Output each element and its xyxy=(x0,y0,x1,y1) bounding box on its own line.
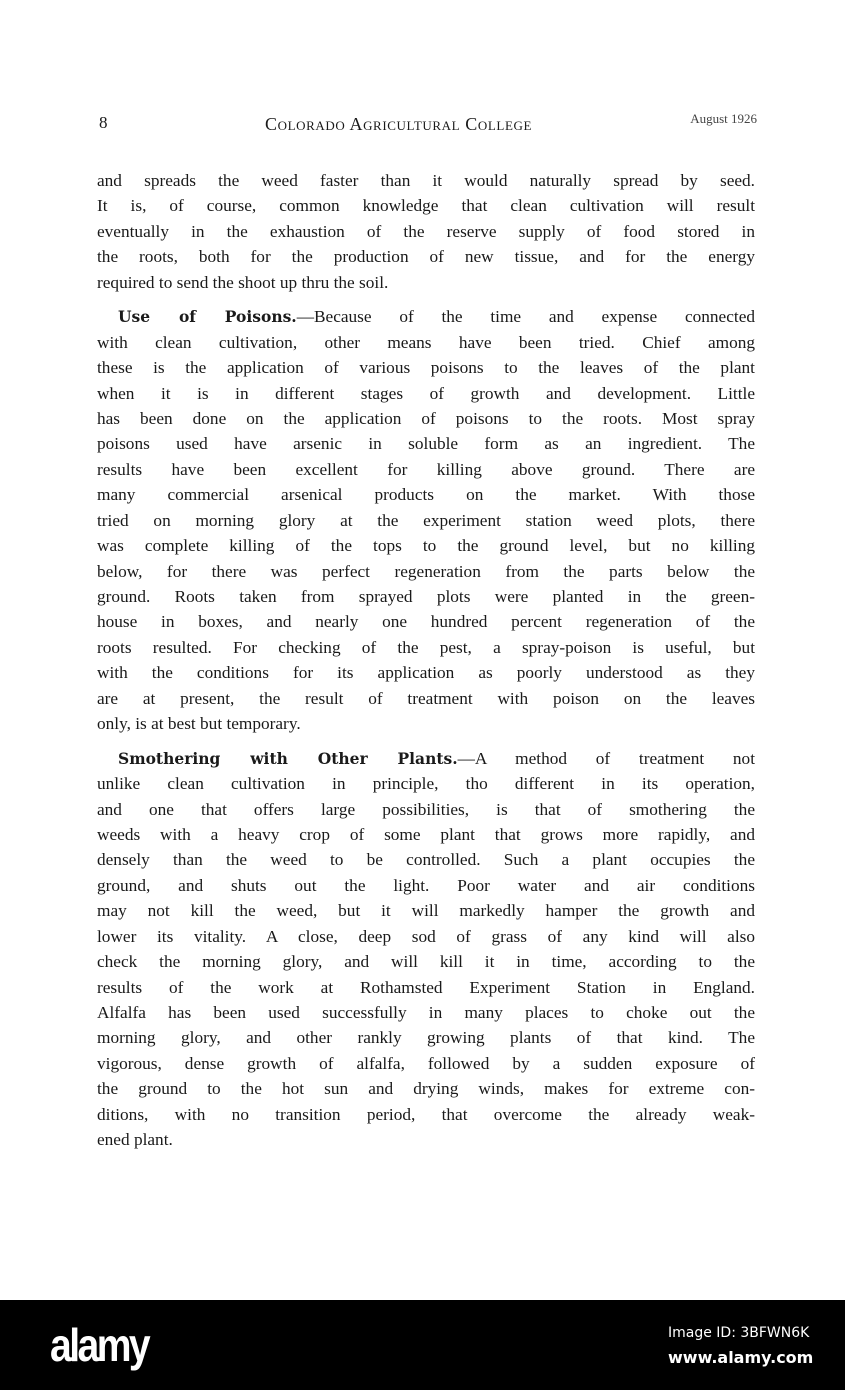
text-line xyxy=(97,330,755,355)
line-text: was complete killing of the tops to the ground level, but no killing xyxy=(97,536,755,556)
line-text: are at present, the result of treatment with poison on the leaves xyxy=(97,688,755,708)
text-line xyxy=(97,270,755,295)
line-text: may not kill the weed, but it will markedly hamper the growth and xyxy=(97,901,755,921)
text-line xyxy=(97,508,755,533)
text-line xyxy=(97,559,755,584)
paragraph xyxy=(97,168,755,295)
image-id: Image ID: 3BFWN6K xyxy=(668,1325,810,1341)
line-text: and one that offers large possibilities, is that of smothering the xyxy=(97,799,755,819)
text-line xyxy=(97,584,755,609)
text-line xyxy=(97,949,755,974)
line-text: ground. Roots taken from sprayed plots were planted in the green- xyxy=(97,587,755,606)
paragraph xyxy=(97,746,755,1153)
text-line xyxy=(97,711,755,736)
line-text: only, is at best but temporary. xyxy=(97,714,301,734)
line-text: the ground to the hot sun and drying winds, makes for extreme con- xyxy=(97,1079,755,1099)
page-header xyxy=(97,113,757,137)
line-text: morning glory, and other rankly growing plants of that kind. The xyxy=(97,1028,755,1048)
line-text: and spreads the weed faster than it would naturally spread by seed. xyxy=(97,171,755,190)
line-text: house in boxes, and nearly one hundred percent regeneration of the xyxy=(97,612,755,632)
line-text: results have been excellent for killing above ground. There are xyxy=(97,459,755,479)
line-text: the roots, both for the production of new tissue, and for the energy xyxy=(97,247,755,267)
section-heading: Use of Poisons. xyxy=(118,307,297,327)
text-line xyxy=(97,219,755,244)
line-text: with clean cultivation, other means have been tried. Chief among xyxy=(97,332,755,352)
line-text: has been done on the application of poisons to the roots. Most spray xyxy=(97,408,755,428)
text-line xyxy=(97,1102,755,1127)
text-line xyxy=(97,924,755,949)
line-text: many commercial arsenical products on the market. With those xyxy=(97,485,755,505)
line-text: vigorous, dense growth of alfalfa, followed by a sudden exposure of xyxy=(97,1053,755,1073)
line-text: weeds with a heavy crop of some plant that grows more rapidly, and xyxy=(97,824,755,844)
text-line xyxy=(97,168,755,193)
running-title: Colorado Agricultural College xyxy=(265,114,533,134)
line-text: lower its vitality. A close, deep sod of grass of any kind will also xyxy=(97,926,755,946)
line-text: tried on morning glory at the experiment station weed plots, there xyxy=(97,510,755,530)
line-text: —Because of the time and expense connected xyxy=(296,307,756,327)
text-line xyxy=(97,533,755,558)
text-line xyxy=(97,686,755,711)
text-line xyxy=(97,406,755,431)
text-line xyxy=(97,797,755,822)
text-line xyxy=(97,431,755,456)
text-line xyxy=(97,975,755,1000)
body-text xyxy=(97,168,755,1162)
text-line xyxy=(97,1127,755,1152)
line-text: —A method of treatment not xyxy=(457,748,755,768)
text-line xyxy=(97,609,755,634)
text-line xyxy=(97,1025,755,1050)
section-heading: Smothering with Other Plants. xyxy=(118,748,458,768)
text-line xyxy=(97,244,755,269)
line-text: roots resulted. For checking of the pest, a spray-poison is useful, but xyxy=(97,637,755,657)
line-text: ened plant. xyxy=(97,1130,173,1150)
text-line xyxy=(97,193,755,218)
text-line xyxy=(97,822,755,847)
line-text: when it is in different stages of growth and development. Little xyxy=(97,383,755,403)
text-line xyxy=(97,482,755,507)
line-text: densely than the weed to be controlled. Such a plant occupies the xyxy=(97,850,755,870)
text-line xyxy=(97,304,755,329)
line-text: unlike clean cultivation in principle, tho different in its operation, xyxy=(97,774,755,794)
text-line xyxy=(97,873,755,898)
text-line xyxy=(97,635,755,660)
line-text: ditions, with no transition period, that overcome the already weak- xyxy=(97,1104,755,1124)
watermark-band xyxy=(0,1300,845,1390)
header-date: August 1926 xyxy=(690,111,757,126)
text-line xyxy=(97,771,755,796)
page-number: 8 xyxy=(99,113,108,132)
line-text: results of the work at Rothamsted Experiment Station in England. xyxy=(97,977,755,997)
text-line xyxy=(97,847,755,872)
alamy-logo: alamy xyxy=(50,1319,149,1371)
text-line xyxy=(97,355,755,380)
line-text: check the morning glory, and will kill it in time, according to the xyxy=(97,952,755,972)
text-line xyxy=(97,381,755,406)
line-text: these is the application of various poisons to the leaves of the plant xyxy=(97,358,755,378)
text-line xyxy=(97,1051,755,1076)
line-text: ground, and shuts out the light. Poor water and air conditions xyxy=(97,875,755,895)
line-text: with the conditions for its application as poorly understood as they xyxy=(97,663,755,683)
text-line xyxy=(97,457,755,482)
line-text: required to send the shoot up thru the soil. xyxy=(97,272,389,292)
line-text: eventually in the exhaustion of the reserve supply of food stored in xyxy=(97,221,755,241)
line-text: It is, of course, common knowledge that clean cultivation will result xyxy=(97,196,755,216)
line-text: poisons used have arsenic in soluble form as an ingredient. The xyxy=(97,434,755,454)
text-line xyxy=(97,746,755,771)
text-line xyxy=(97,1000,755,1025)
watermark-url: www.alamy.com xyxy=(668,1348,814,1367)
line-text: Alfalfa has been used successfully in many places to choke out the xyxy=(97,1003,755,1022)
text-line xyxy=(97,1076,755,1101)
text-line xyxy=(97,660,755,685)
line-text: below, for there was perfect regeneration from the parts below the xyxy=(97,561,755,581)
text-line xyxy=(97,898,755,923)
paragraph xyxy=(97,304,755,736)
